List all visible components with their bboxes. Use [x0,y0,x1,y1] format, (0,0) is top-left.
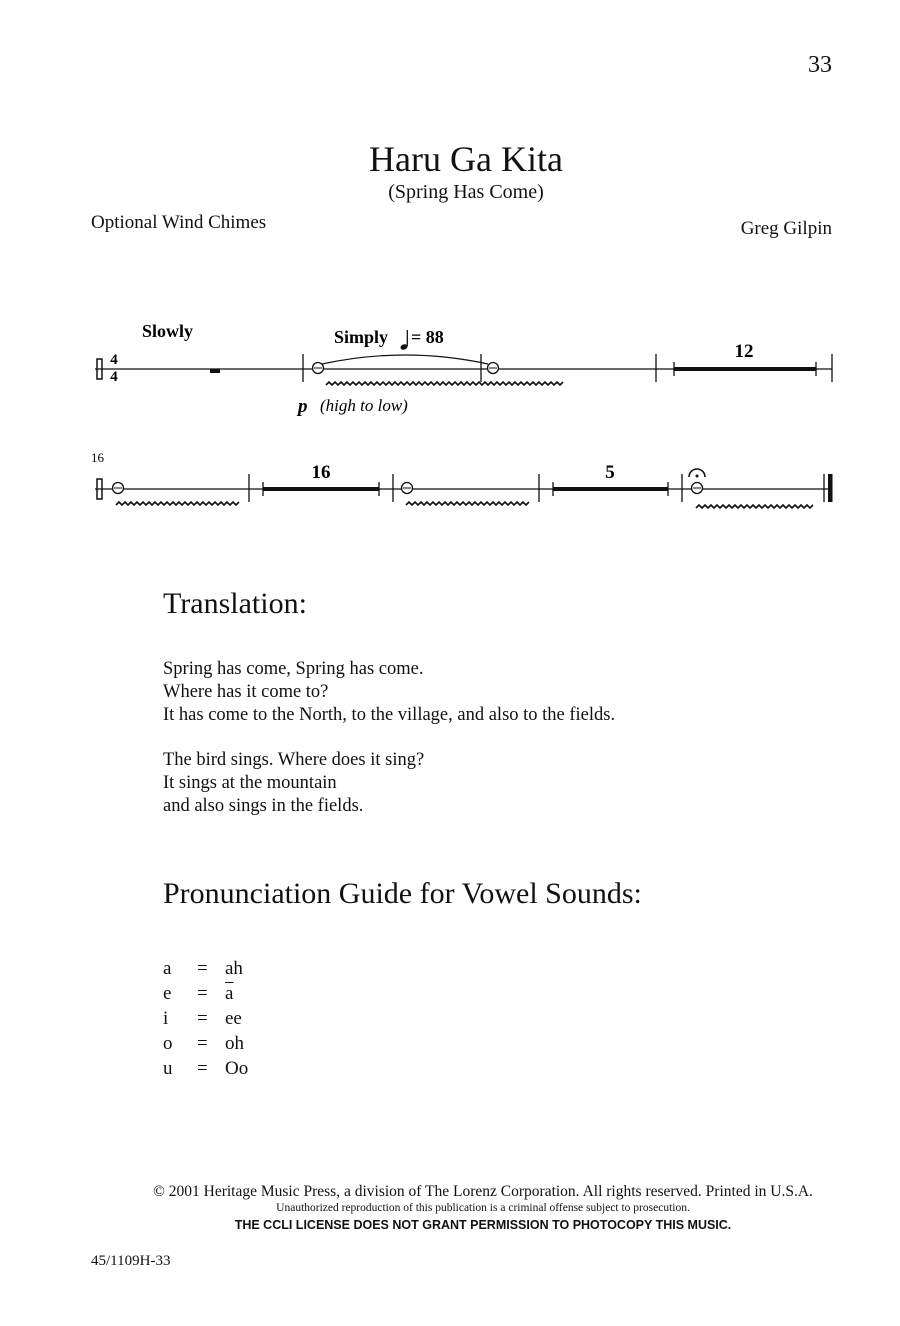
fermata-icon [689,469,705,478]
translation-line: The bird sings. Where does it sing? [163,750,425,770]
vowel: e [163,983,172,1004]
tempo-slowly: Slowly [142,321,194,341]
tremolo-wavy-line [116,502,239,505]
multirest-bar [674,367,816,371]
equals-sign: = [197,1033,208,1054]
multirest-count: 12 [734,341,754,362]
translation-line: It has come to the North, to the village, and also to the fields. [163,705,616,725]
vowel-row [163,956,248,981]
time-sig-bottom: 4 [110,369,118,385]
vowel-sound: ee [225,1008,242,1029]
tie-curve [322,355,488,364]
page-number: 33 [808,52,832,78]
time-sig-top: 4 [110,352,118,368]
score-system-2 [91,450,833,508]
music-score [0,0,900,540]
translation-line: Where has it come to? [163,682,329,702]
translation-line: and also sings in the fields. [163,796,364,816]
reproduction-warning: Unauthorized reproduction of this publication is a criminal offense subject to prosecution. [276,1202,690,1214]
multirest-bar [553,487,668,491]
tremolo-wavy-line [326,382,563,385]
instrument-label: Optional Wind Chimes [91,212,267,233]
equals-sign: = [197,1008,208,1029]
metronome-value: = 88 [411,327,444,347]
ccli-notice: THE CCLI LICENSE DOES NOT GRANT PERMISSION TO PHOTOCOPY THIS MUSIC. [234,1218,732,1232]
vowel-sound: Oo [225,1058,249,1079]
vowel-row [163,1031,248,1056]
translation-line: It sings at the mountain [163,773,337,793]
tempo-simply: Simply [334,327,389,347]
equals-sign: = [197,983,208,1004]
measure-number: 16 [91,450,104,465]
vowel-row [163,1006,248,1031]
equals-sign: = [197,958,208,979]
whole-rest [210,369,220,373]
translation-heading: Translation: [163,587,307,620]
song-title: Haru Ga Kita [369,139,563,179]
vowel-row [163,981,248,1006]
vowel: u [163,1058,173,1079]
score-system-1 [95,321,832,417]
copyright-notice: © 2001 Heritage Music Press, a division of The Lorenz Corporation. All rights reserved. Printed in U.S.A. [153,1183,813,1200]
multirest-count: 16 [311,462,331,483]
translation-stanza-1 [163,658,615,727]
vowel-row [163,1056,248,1081]
metronome-quarter-note-icon [400,330,409,351]
translation-line: Spring has come, Spring has come. [163,659,424,679]
pronunciation-heading: Pronunciation Guide for Vowel Sounds: [163,877,642,910]
song-subtitle: (Spring Has Come) [388,181,544,203]
vowel-sound: oh [225,1033,244,1054]
vowel-sound: ah [225,958,243,979]
dynamic-instruction: (high to low) [320,396,408,415]
vowel: o [163,1033,173,1054]
translation-stanza-2 [163,749,424,818]
vowel: a [163,958,172,979]
composer-name: Greg Gilpin [740,218,832,239]
multirest-count: 5 [605,462,615,483]
vowel-sound: $\overline{a}$ [225,983,234,1004]
vowel: i [163,1008,169,1029]
final-barline-thick [828,474,833,502]
multirest-bar [263,487,379,491]
vowel-table [163,956,248,1081]
tremolo-wavy-line [406,502,529,505]
catalog-number: 45/1109H-33 [91,1253,171,1269]
equals-sign: = [197,1058,208,1079]
tremolo-wavy-line [696,505,813,508]
dynamic-marking: p [298,396,308,417]
